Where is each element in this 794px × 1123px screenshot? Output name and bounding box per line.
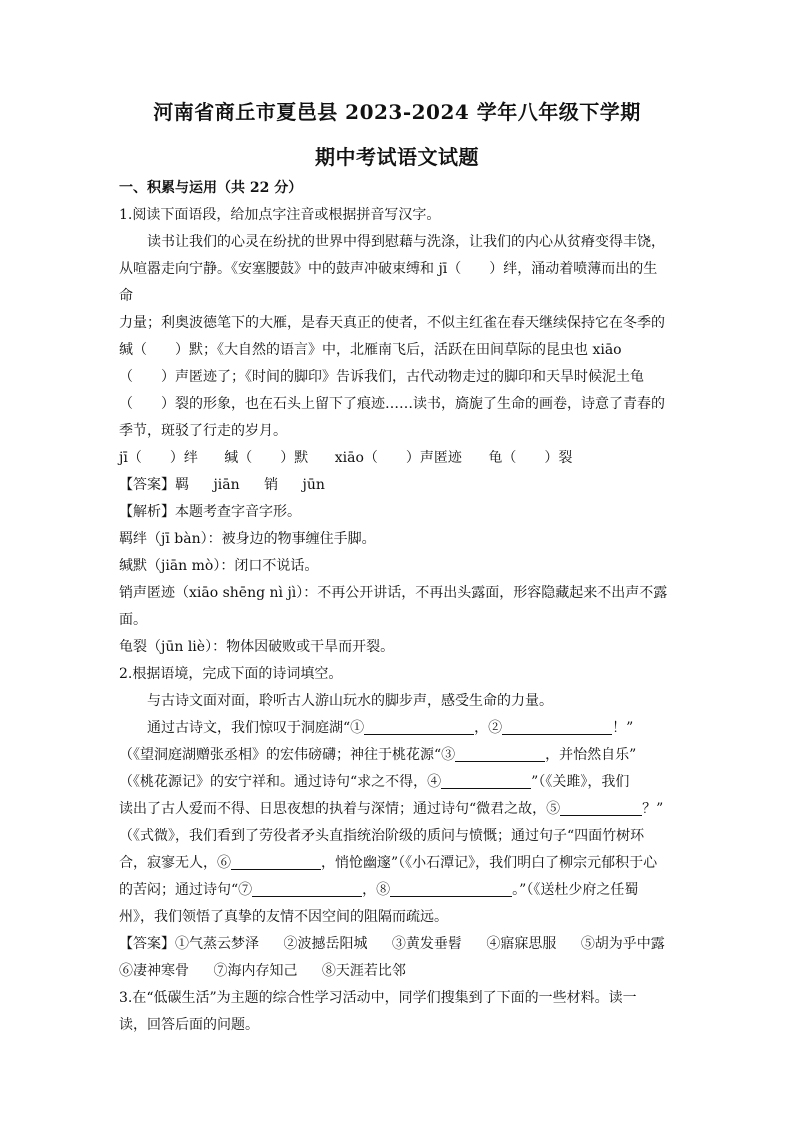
- answer-item: ⑤胡为乎中露: [580, 936, 665, 952]
- poem-fill-line: [119, 769, 671, 796]
- poem-fill-line: 州》，我们领悟了真挚的友情不因空间的阻隔而疏远。: [119, 909, 448, 925]
- answer-item: 销: [264, 477, 279, 493]
- document-body: [119, 175, 671, 1039]
- poem-fill-line: [119, 850, 671, 877]
- blank-item: xiāo（ ）声匿迹: [334, 450, 462, 466]
- text-segment: （《桃花源记》的安宁祥和。通过诗句“求之不得，④: [119, 774, 442, 790]
- page-title-line2: 期中考试语文试题: [315, 145, 479, 169]
- passage-line: 季节，斑驳了行走的岁月。: [119, 423, 287, 439]
- poem-fill-line: [119, 877, 671, 904]
- answer-item: jiān: [213, 477, 240, 493]
- answer-item: ④寤寐思服: [486, 936, 557, 952]
- passage-line: （ ）声匿迹了；《时间的脚印》告诉我们，古代动物走过的脚印和天旱时候泥土龟: [119, 369, 644, 385]
- text-segment: ，⑧: [362, 882, 391, 898]
- answer-item: ⑧天涯若比邻: [321, 963, 406, 979]
- passage-line: 从喧嚣走向宁静。《安塞腰鼓》中的鼓声冲破束缚和 jī（ ）绊，涌动着喷薄而出的生命: [119, 261, 658, 304]
- explanation-line: 销声匿迹（xiāo shēng nì jì）：不再公开讲话，不再出头露面，形容隐藏起来不出声不露: [119, 585, 668, 601]
- blank-item: jī（ ）绊: [119, 450, 198, 466]
- answer-item: ⑦海内存知己: [213, 963, 298, 979]
- passage-line: 读书让我们的心灵在纷扰的世界中得到慰藉与洗涤，让我们的内心从贫瘠变得丰饶，: [147, 234, 665, 250]
- answer-item: ③黄发垂髫: [391, 936, 462, 952]
- blank-list: [119, 445, 671, 472]
- fill-blank[interactable]: [441, 772, 531, 789]
- text-segment: 合，寂寥无人，⑥: [119, 855, 231, 871]
- fill-blank[interactable]: [502, 718, 612, 735]
- analysis-label: 【解析】: [119, 504, 175, 520]
- answer-row: [119, 931, 671, 958]
- answer-item: ②波撼岳阳城: [283, 936, 368, 952]
- explanation-line: 缄默（jiān mò）：闭口不说话。: [119, 558, 319, 574]
- answer-row: [119, 958, 671, 985]
- blank-item: 缄（ ）默: [224, 450, 309, 466]
- text-segment: ！”: [612, 720, 634, 736]
- text-segment: ，并怡然自乐”: [545, 747, 637, 763]
- text-segment: ，悄怆幽邃”（《小石潭记》，我们明白了柳宗元郁积于心: [321, 855, 658, 871]
- poem-fill-line: [119, 796, 671, 823]
- analysis-text: 本题考查字音字形。: [175, 504, 301, 520]
- passage-line: 力量；利奥波德笔下的大雁，是春天真正的使者，不似主红雀在春天继续保持它在冬季的: [119, 315, 665, 331]
- answer-item: ①气蒸云梦泽: [175, 936, 259, 952]
- section-heading: 一、积累与运用（共 22 分）: [119, 180, 303, 196]
- text-segment: ，②: [474, 720, 503, 736]
- text-segment: 通过古诗文，我们惊叹于洞庭湖“①: [147, 720, 365, 736]
- text-segment: 读出了古人爱而不得、日思夜想的执着与深情；通过诗句“微君之故，⑤: [119, 801, 561, 817]
- fill-blank[interactable]: [560, 799, 642, 816]
- text-segment: （《望洞庭湖赠张丞相》的宏伟磅礴；神往于桃花源“③: [119, 747, 456, 763]
- fill-blank[interactable]: [364, 718, 474, 735]
- text-segment: 的苦闷；通过诗句“⑦: [119, 882, 253, 898]
- fill-blank[interactable]: [252, 880, 362, 897]
- fill-blank[interactable]: [231, 853, 321, 870]
- text-segment: ？”: [642, 801, 664, 817]
- text-segment: 。”（《送杜少府之任蜀: [512, 882, 639, 898]
- text-segment: ”（《关雎》，我们: [531, 774, 630, 790]
- passage-line: （ ）裂的形象，也在石头上留下了痕迹……读书，旖旎了生命的画卷，诗意了青春的: [119, 396, 665, 412]
- explanation-line: 龟裂（jūn liè）：物体因破败或干旱而开裂。: [119, 639, 395, 655]
- blank-item: 龟（ ）裂: [488, 450, 573, 466]
- poem-fill-line: [119, 715, 671, 742]
- analysis-row: [119, 499, 671, 526]
- question-3-stem: 读，回答后面的问题。: [119, 1017, 259, 1033]
- question-1-stem: 1.阅读下面语段，给加点字注音或根据拼音写汉字。: [119, 207, 441, 223]
- explanation-line: 羁绊（jī bàn）：被身边的物事缠住手脚。: [119, 531, 376, 547]
- question-2-stem: 2.根据语境，完成下面的诗词填空。: [119, 666, 343, 682]
- answer-label: 【答案】: [119, 936, 175, 952]
- answer-item: jūn: [302, 477, 325, 493]
- question-2-intro: 与古诗文面对面，聆听古人游山玩水的脚步声，感受生命的力量。: [147, 693, 553, 709]
- page-title-line1: 河南省商丘市夏邑县 2023-2024 学年八年级下学期: [153, 100, 641, 124]
- poem-fill-line: [119, 742, 671, 769]
- answer-item: 羁: [175, 477, 189, 493]
- question-3-stem: 3.在“低碳生活”为主题的综合性学习活动中，同学们搜集到了下面的一些材料。读一: [119, 990, 637, 1006]
- answer-label: 【答案】: [119, 477, 175, 493]
- answer-item: ⑥凄神寒骨: [119, 963, 189, 979]
- passage-line: 缄（ ）默；《大自然的语言》中，北雁南飞后，活跃在田间草际的昆虫也 xiāo: [119, 342, 622, 358]
- poem-fill-line: （《式微》，我们看到了劳役者矛头直指统治阶级的质问与愤慨；通过句子“四面竹树环: [119, 828, 645, 844]
- answer-row: [119, 472, 671, 499]
- fill-blank[interactable]: [390, 880, 512, 897]
- fill-blank[interactable]: [455, 745, 545, 762]
- explanation-line: 面。: [119, 612, 147, 628]
